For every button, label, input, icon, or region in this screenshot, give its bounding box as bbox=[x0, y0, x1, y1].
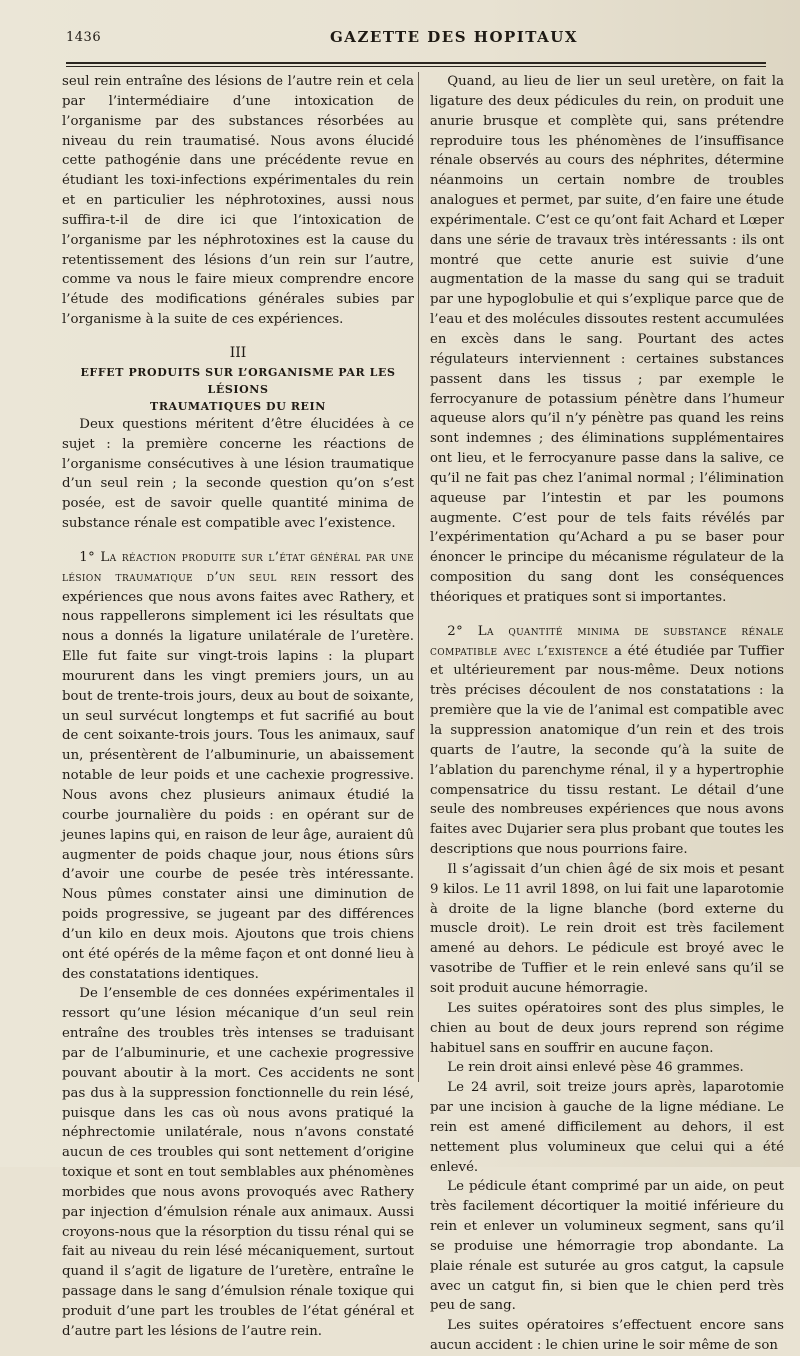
spacer bbox=[430, 608, 784, 622]
left-column bbox=[62, 72, 414, 1342]
paragraph-intro: seul rein entraîne des lésions de l’autre rein et cela par l’intermédiaire d’une intoxication de l’organisme par des substances résorbées au niveau du rein traumatisé. Nous avons élucidé cette pathogénie dans une précédente revue en étudiant les toxi-infections expérimentales du rein et en particulier les néphrotoxines, aussi nous suffira-t-il de dire ici que l’intoxication de l’organisme par les néphrotoxines est la cause du retentissement des lésions d’un rein sur l’autre, comme va nous le faire mieux comprendre encore l’étude des modifications générales subies par l’organisme à la suite de ces expériences. bbox=[62, 74, 414, 328]
running-title: GAZETTE DES HOPITAUX bbox=[330, 28, 579, 46]
paragraph-sub2-text: a été étudiée par Tuffier et ultérieurement par nous-même. Deux notions très précises découlent de nos constatations : la première que la vie de l’animal est compatible avec la suppression anatomique d’un rein et des trois quarts de l’autre, la seconde qu’à la suite de l’ablation du parenchyme rénal, il y a hypertrophie compensatrice du tissu restant. Le détail d’une seule des nombreuses expériences que nous avons faites avec Dujarier sera plus probant que toutes les descriptions que nous pourrions faire. bbox=[430, 643, 785, 858]
subsection-heading-1: 1° La réaction produite sur l’état général par une lésion traumatique d’un seul rein bbox=[62, 549, 414, 585]
paragraph-questions: Deux questions méritent d’être élucidées à ce sujet : la première concerne les réactions de l’organisme consécutives à une lésion traumatique d’un seul rein ; la seconde question qu’on s’est posée, est de savoir quelle quantité minima de substance rénale est compatible avec l’existence. bbox=[62, 416, 414, 532]
spacer bbox=[62, 330, 414, 344]
paragraph-sub1-text: ressort des expériences que nous avons faites avec Rathery, et nous rappellerons simplement ici les résultats que nous a donnés la ligature unilatérale de l’uretère. Elle fut faite sur vingt-trois lapins : la plupart moururent dans les vingt premiers jours, un au bout de trente-trois jours, deux au bout de soixante, un seul survécut longtemps et fut sacrifié au bout de cent soixante-trois jours. Tous les animaux, sauf un, présentèrent de l’albuminurie, un abaissement notable de leur poids et une cachexie progressive. Nous avons chez plusieurs animaux étudié la courbe journalière du poids : en opérant sur de jeunes lapins qui, en raison de leur âge, auraient dû augmenter de poids chaque jour, nous étions sûrs d’avoir une courbe de pesée très intéressante. Nous pûmes constater ainsi une diminution de poids progressive, se jugeant par des différences d’un kilo en deux mois. Ajoutons que trois chiens ont été opérés de la même façon et ont donné lieu à des constatations identiques. bbox=[62, 569, 415, 982]
subsection-heading-2: 2° La quantité minima de substance rénale compatible avec l’existence bbox=[430, 623, 784, 659]
paragraph-24avril: Le 24 avril, soit treize jours après, laparotomie par une incision à gauche de la ligne médiane. Le rein est amené difficilement au dehors, il est nettement plus volumineux que celui qui a été enlevé. bbox=[430, 1080, 784, 1175]
paragraph-chien: Il s’agissait d’un chien âgé de six mois et pesant 9 kilos. Le 11 avril 1898, on lui fait une laparotomie à droite de la ligne blanche (bord externe du muscle droit). Le rein droit est très facilement amené au dehors. Le pédicule est broyé avec le vasotribe de Tuffier et le rein enlevé sans qu’il se soit produit aucune hémorragie. bbox=[430, 861, 784, 996]
header-rule-thin bbox=[66, 66, 766, 67]
paragraph-sub2 bbox=[430, 622, 784, 860]
paragraph-ensemble: De l’ensemble de ces données expérimentales il ressort qu’une lésion mécanique d’un seul rein entraîne des troubles très intenses se traduisant par de l’albuminurie, et une cachexie progressive pouvant aboutir à la mort. Ces accidents ne sont pas dus à la suppression fonctionnelle du rein lésé, puisque dans les cas où nous avons pratiqué la néphrectomie unilatérale, nous n’avons constaté aucun de ces troubles qui sont nettement d’origine toxique et sont en tout semblables aux phénomènes morbides que nous avons provoqués avec Rathery par injection d’émulsion rénale aux animaux. Aussi croyons-nous que la résorption du tissu rénal qui se fait au niveau du rein lésé mécaniquement, surtout quand il s’agit de ligature de l’uretère, entraîne le passage dans le sang d’émulsion rénale toxique qui produit d’une part les troubles de l’état général et d’autre part les lésions de l’autre rein. bbox=[62, 986, 414, 1339]
section-title-line2: TRAUMATIQUES DU REIN bbox=[150, 399, 326, 413]
section-title bbox=[62, 364, 414, 415]
paragraph-suites2: Les suites opératoires s’effectuent encore sans aucun accident : le chien urine le soir même de son bbox=[430, 1318, 784, 1354]
page-number: 1436 bbox=[66, 30, 102, 45]
section-number: III bbox=[229, 344, 247, 361]
column-divider bbox=[418, 72, 419, 1082]
paragraph-quand: Quand, au lieu de lier un seul uretère, on fait la ligature des deux pédicules du rein, on produit une anurie brusque et complète qui, sans prétendre reproduire tous les phénomènes de l’insuffisance rénale observés au cours des néphrites, détermine néanmoins un certain nombre de troubles analogues et permet, par suite, d’en faire une étude expérimentale. C’est ce qu’ont fait Achard et Lœper dans une série de travaux très intéressants : ils ont montré que cette anurie est suivie d’une augmentation de la masse du sang qui se traduit par une hypoglobulie et qui s’explique parce que de l’eau et des molécules dissoutes restent accumulées en excès dans le sang. Pourtant des actes régulateurs interviennent : certaines substances passent dans les tissus ; par exemple le ferrocyanure de potassium pénètre dans l’humeur aqueuse alors qu’il n’y pénètre pas quand les reins sont indemnes ; des éliminations supplémentaires ont lieu, et le ferrocyanure passe dans la salive, ce qu’il ne fait pas chez l’animal normal ; l’élimination aqueuse par l’intestin et par les poumons augmente. C’est pour de tels faits révélés par l’expérimentation qu’Achard a pu se baser pour énoncer le principe du mécanisme régulateur de la composition du sang dont les conséquences théoriques et pratiques sont si importantes. bbox=[430, 74, 784, 605]
right-column bbox=[430, 72, 784, 1356]
paragraph-sub1 bbox=[62, 548, 414, 985]
header-rule bbox=[66, 62, 766, 64]
paragraph-suites1: Les suites opératoires sont des plus simples, le chien au bout de deux jours reprend son régime habituel sans en souffrir en aucune façon. bbox=[430, 1000, 784, 1056]
section-title-line1: EFFET PRODUITS SUR L’ORGANISME PAR LES LÉSIONS bbox=[80, 365, 396, 396]
paragraph-pedicule: Le pédicule étant comprimé par un aide, on peut très facilement décortiquer la moitié inférieure du rein et enlever un volumineux segment, sans qu’il se produise une hémorragie trop abondante. La plaie rénale est suturée au gros catgut, la capsule avec un catgut fin, si bien que le chien perd très peu de sang. bbox=[430, 1179, 784, 1314]
page-header bbox=[60, 26, 780, 50]
paragraph-rein: Le rein droit ainsi enlevé pèse 46 grammes. bbox=[447, 1060, 744, 1076]
spacer bbox=[62, 534, 414, 548]
